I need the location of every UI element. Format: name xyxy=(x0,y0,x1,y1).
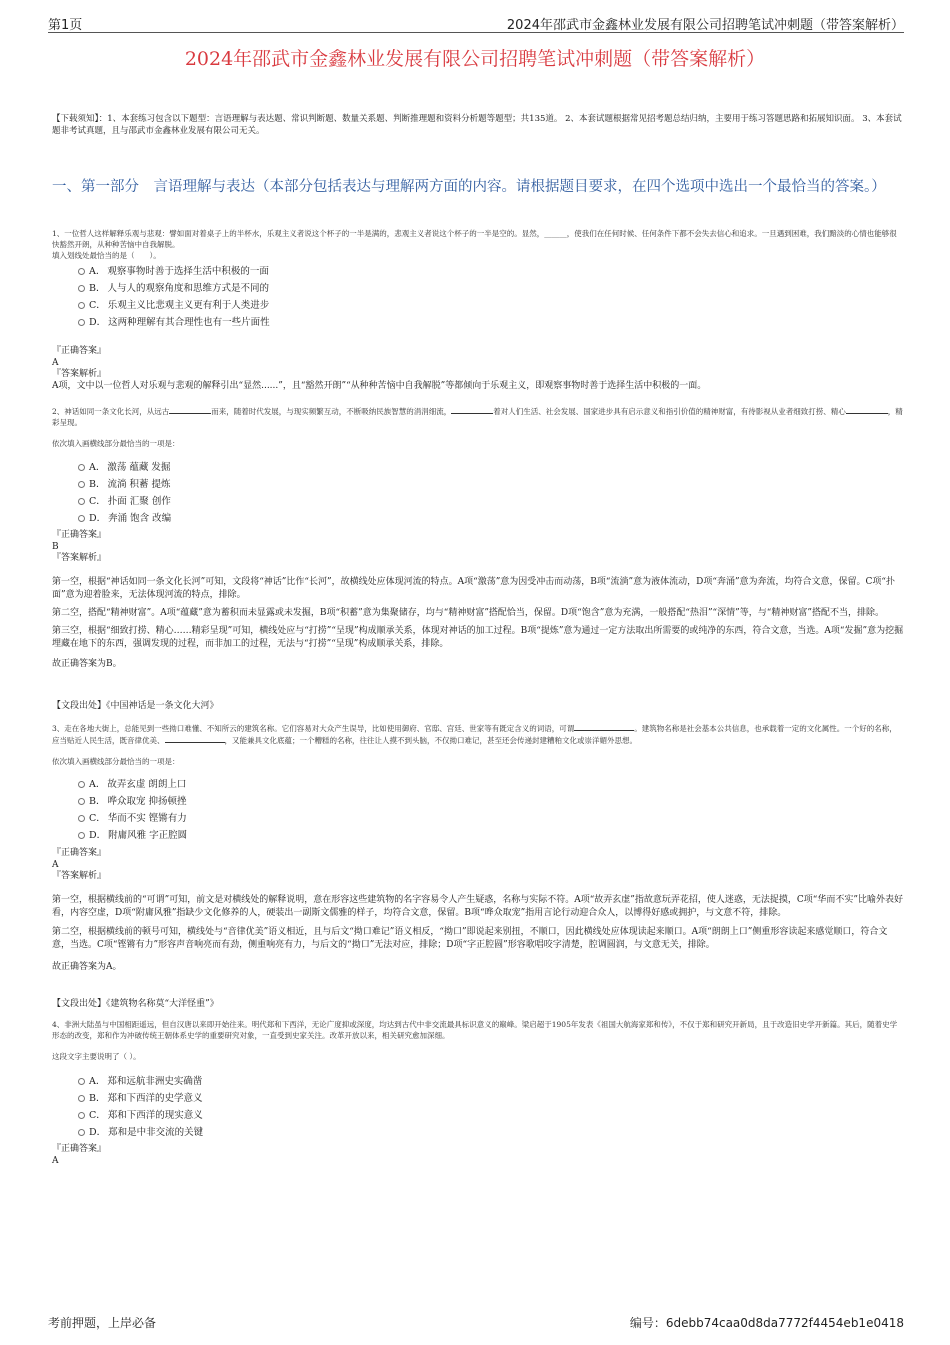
radio-icon[interactable] xyxy=(78,1129,85,1136)
page-number: 第1页 xyxy=(48,18,83,33)
radio-icon[interactable] xyxy=(78,798,85,805)
radio-icon[interactable] xyxy=(78,781,85,788)
section-heading: 一、第一部分 言语理解与表达（本部分包括表达与理解两方面的内容。请根据题目要求，在四个选项中选出一个最恰当的答案。） xyxy=(52,179,886,195)
question-1-stem: 1、一位哲人这样解释乐观与悲观：譬如面对着桌子上的半杯水，乐观主义者说这个杯子的一半是满的，悲观主义者说这个杯子的一半是空的。显然，______，使我们在任何时候、任何条件下都不会失去信心和追求。一旦遇到困难，我们黯淡的心情也能够很快豁然开朗，从种种苦恼中自我解脱。 填入划线处最恰当的是（ ）。 xyxy=(52,229,897,260)
option-c[interactable]: C． 扑面 汇聚 创作 xyxy=(78,493,171,510)
option-a[interactable]: A． 故弄玄虚 朗朗上口 xyxy=(78,776,187,793)
option-d[interactable]: D． 郑和是中非交流的关键 xyxy=(78,1124,203,1141)
page-header xyxy=(48,12,904,33)
radio-icon[interactable] xyxy=(78,832,85,839)
question-3-options xyxy=(78,776,187,844)
question-1-answer: 『正确答案』 A 『答案解析』 A项，文中以一位哲人对乐观与悲观的解释引出“显然......”，且“豁然开朗”“从种种苦恼中自我解脱”等都倾向于乐观主义，即观察事物时善于选择生活中积极的一面。 xyxy=(52,346,707,391)
option-b[interactable]: B． 哗众取宠 抑扬顿挫 xyxy=(78,793,187,810)
radio-icon[interactable] xyxy=(78,1095,85,1102)
download-notice: 【下载须知】：1、本套练习包含以下题型：言语理解与表达题、常识判断题、数量关系题、判断推理题和资料分析题等题型；共135道。 2、本套试题根据常见招考题总结归纳，主要用于练习答题思路和拓展知识面。 3、本套试题非考试真题，且与邵武市金鑫林业发展有限公司无关。 xyxy=(52,114,902,136)
blank xyxy=(846,405,888,414)
question-3-answer: 『正确答案』 A 『答案解析』 xyxy=(52,848,107,881)
option-d[interactable]: D． 奔涌 饱含 改编 xyxy=(78,510,171,527)
question-4-answer: 『正确答案』 A xyxy=(52,1144,107,1166)
radio-icon[interactable] xyxy=(78,1078,85,1085)
question-2-options xyxy=(78,459,171,527)
blank xyxy=(451,405,493,414)
question-1-options xyxy=(78,263,270,331)
radio-icon[interactable] xyxy=(78,302,85,309)
question-4-stem: 4、非洲大陆虽与中国相距遥远，但自汉唐以来即开始往来。明代郑和下西洋，无论广度抑或深度，均达到古代中非交流最具标识意义的巅峰。梁启超于1905年发表《祖国大航海家郑和传》，不仅于郑和研究开新局，且于改造旧史学开新篇。其后，随着史学形态的改变，郑和作为冲破传统王朝体系史学的重要研究对象，一直受到史家关注。改革开放以来，相关研究愈加深细。 这段文字主要说明了（ ）。 xyxy=(52,1020,898,1061)
radio-icon[interactable] xyxy=(78,268,85,275)
radio-icon[interactable] xyxy=(78,498,85,505)
option-b[interactable]: B． 流淌 积蓄 提炼 xyxy=(78,476,171,493)
question-4-options xyxy=(78,1073,203,1141)
document-id: 编号：6debb74caa0d8da7772f4454eb1e0418 xyxy=(629,1316,904,1330)
question-2-source: 【文段出处】《中国神话是一条文化大河》 xyxy=(52,701,219,711)
radio-icon[interactable] xyxy=(78,815,85,822)
question-3-source: 【文段出处】《建筑物名称莫“大洋怪重”》 xyxy=(52,999,219,1009)
option-d[interactable]: D． 这两种理解有其合理性也有一些片面性 xyxy=(78,314,270,331)
option-c[interactable]: C． 华而不实 铿锵有力 xyxy=(78,810,187,827)
header-doc-title: 2024年邵武市金鑫林业发展有限公司招聘笔试冲刺题（带答案解析） xyxy=(506,18,904,33)
footer-slogan: 考前押题，上岸必备 xyxy=(48,1316,157,1330)
radio-icon[interactable] xyxy=(78,481,85,488)
blank xyxy=(169,405,211,414)
page-title: 2024年邵武市金鑫林业发展有限公司招聘笔试冲刺题（带答案解析） xyxy=(184,48,766,70)
option-b[interactable]: B． 人与人的观察角度和思维方式是不同的 xyxy=(78,280,270,297)
option-c[interactable]: C． 郑和下西洋的现实意义 xyxy=(78,1107,203,1124)
radio-icon[interactable] xyxy=(78,464,85,471)
question-2-analysis: 第一空，根据“神话如同一条文化长河”可知，文段将“神话”比作“长河”，故横线处应体现河流的特点。A项“激荡”意为因受冲击而动荡，B项“流淌”意为液体流动，D项“奔涌”意为奔流，均符合文意，保留。C项“扑面”意为迎着脸来，无法体现河流的特点，排除。 第二空，搭配“精神财富”。A项“蕴藏”意为蓄积而未显露或未发掘，B项“积蓄”意为集聚储存，均与“精神财富”搭配恰当，保留。D项“饱含”意为充满，一般搭配“热泪”“深情”等，与“精神财富”搭配不当，排除。 第三空，根据“细致打捞、精心……精彩呈现”可知，横线处应与“打捞”“呈现”构成顺承关系，体现对神话的加工过程。B项“提炼”意为通过一定方法取出所需要的或纯净的东西，符合文意，当选。A项“发掘”意为挖掘埋藏在地下的东西，强调发现的过程，而非加工的过程，无法与“打捞”“呈现”构成顺承关系，排除。 故正确答案为B。 xyxy=(52,577,904,669)
option-d[interactable]: D． 附庸风雅 字正腔圆 xyxy=(78,827,187,844)
question-3-analysis: 第一空，根据横线前的“可谓”可知，前文是对横线处的解释说明，意在形容这些建筑物的名字容易令人产生疑惑，名称与实际不符。A项“故弄玄虚”指故意玩弄花招，使人迷惑，无法捉摸，C项“华而不实”比喻外表好看，内容空虚，D项“附庸风雅”指缺少文化修养的人，硬装出一副斯文儒雅的样子，均符合文意，保留。B项“哗众取宠”指用言论行动迎合众人，以博得好感或拥护，与文意不符，排除。 第二空，根据横线前的顿号可知，横线处与“音律优美”语义相近，且与后文“拗口难记”语义相反，“拗口”即说起来别扭，不顺口，因此横线处应体现读起来顺口。A项“朗朗上口”侧重形容读起来感觉顺口，符合文意，当选。C项“铿锵有力”形容声音响亮而有劲，侧重响亮有力，与后文的“拗口”无法对应，排除；D项“字正腔圆”形容歌唱咬字清楚，腔调圆润，与文意无关，排除。 故正确答案为A。 xyxy=(52,895,903,972)
radio-icon[interactable] xyxy=(78,1112,85,1119)
radio-icon[interactable] xyxy=(78,285,85,292)
question-2-stem: 2、神话如同一条文化长河，从远古 而来，随着时代发展，与现实频繁互动，不断吸纳民族智慧的涓涓细流， 着对人们生活、社会发展、国家进步具有启示意义和指引价值的精神财富，有待影视从业者细致打捞、精心 ，精彩呈现。 依次填入画横线部分最恰当的一项是： xyxy=(52,407,903,448)
radio-icon[interactable] xyxy=(78,515,85,522)
question-2-answer: 『正确答案』 B 『答案解析』 xyxy=(52,530,107,563)
question-3-stem: 3、走在各地大街上，总能见到一些拗口难懂、不知所云的建筑名称。它们容易对大众产生误导，比如使用御府、官邸、宫廷、世家等有既定含义的词语，可谓 。建筑物名称是社会基本公共信息，也承载着一定的文化属性。一个好的名称，应当贴近人民生活，既音律优美、 ，又能兼具文化底蕴；一个糟糕的名称，往往让人摸不到头脑，不仅拗口难记，甚至还会传递封建糟粕文化或崇洋媚外思想。 依次填入画横线部分最恰当的一项是： xyxy=(52,724,897,766)
option-b[interactable]: B． 郑和下西洋的史学意义 xyxy=(78,1090,203,1107)
option-c[interactable]: C． 乐观主义比悲观主义更有利于人类进步 xyxy=(78,297,270,314)
blank xyxy=(574,722,634,731)
option-a[interactable]: A． 郑和远航非洲史实确凿 xyxy=(78,1073,203,1090)
blank xyxy=(165,734,225,743)
option-a[interactable]: A． 观察事物时善于选择生活中积极的一面 xyxy=(78,263,270,280)
radio-icon[interactable] xyxy=(78,319,85,326)
option-a[interactable]: A． 激荡 蕴藏 发掘 xyxy=(78,459,171,476)
